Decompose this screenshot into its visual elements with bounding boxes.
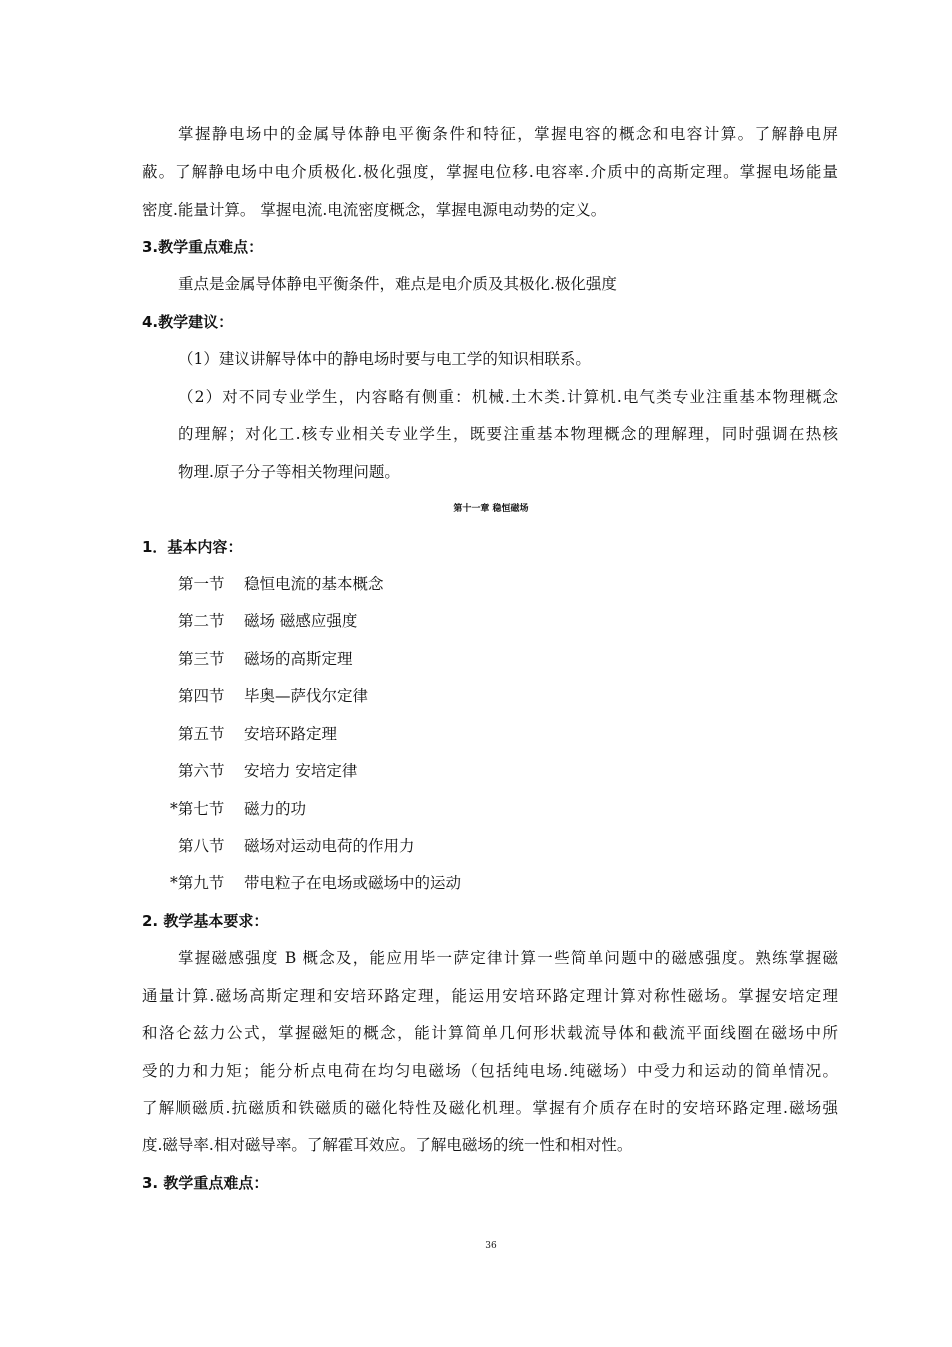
list-item-line: 物理.原子分子等相关物理问题。	[178, 463, 400, 481]
section-heading: 4.教学建议：	[142, 313, 234, 331]
list-item: （1）建议讲解导体中的静电场时要与电工学的知识相联系。	[178, 350, 591, 368]
paragraph-line: 掌握磁感强度 B 概念及，能应用毕一萨定律计算一些简单问题中的磁感强度。熟练掌握磁	[178, 949, 838, 967]
paragraph-line: 度.磁导率.相对磁导率。了解霍耳效应。了解电磁场的统一性和相对性。	[142, 1136, 633, 1154]
section-title: 安培力 安培定律	[244, 762, 358, 780]
section-title: 毕奥—萨伐尔定律	[244, 687, 369, 705]
section-title: 磁力的功	[244, 800, 307, 818]
section-number: 第五节	[178, 725, 225, 743]
chapter-title: 第十一章 稳恒磁场	[453, 504, 529, 514]
list-item-line: 的理解；对化工.核专业相关专业学生，既要注重基本物理概念的理解理，同时强调在热核	[178, 425, 838, 443]
paragraph-line: 重点是金属导体静电平衡条件，难点是电介质及其极化.极化强度	[178, 275, 617, 293]
section-list-item	[178, 761, 357, 781]
section-heading: 1．基本内容：	[142, 538, 243, 556]
section-list-item	[170, 799, 306, 819]
paragraph-line: 蔽。了解静电场中电介质极化.极化强度，掌握电位移.电容率.介质中的高斯定理。掌握电场能量	[142, 163, 838, 181]
section-list-item	[178, 574, 384, 594]
paragraph-line: 受的力和力矩；能分析点电荷在均匀电磁场（包括纯电场.纯磁场）中受力和运动的简单情况。	[142, 1062, 838, 1080]
section-number: *第七节	[170, 800, 225, 818]
section-list-item	[178, 649, 353, 669]
paragraph-line: 密度.能量计算。 掌握电流.电流密度概念，掌握电源电动势的定义。	[142, 201, 607, 219]
paragraph-line: 了解顺磁质.抗磁质和铁磁质的磁化特性及磁化机理。掌握有介质存在时的安培环路定理.磁场强	[142, 1099, 838, 1117]
section-title: 磁场对运动电荷的作用力	[244, 837, 415, 855]
section-list-item	[178, 724, 337, 744]
section-heading: 3. 教学重点难点：	[142, 1174, 269, 1192]
section-list-item	[178, 686, 368, 706]
section-title: 带电粒子在电场或磁场中的运动	[244, 874, 462, 892]
section-heading: 3.教学重点难点：	[142, 238, 264, 256]
section-list-item	[170, 873, 461, 893]
section-number: 第一节	[178, 575, 225, 593]
section-list-item	[178, 611, 357, 631]
section-title: 安培环路定理	[244, 725, 338, 743]
list-item-line: （2）对不同专业学生，内容略有侧重：机械.土木类.计算机.电气类专业注重基本物理概念	[178, 388, 838, 406]
paragraph-line: 掌握静电场中的金属导体静电平衡条件和特征，掌握电容的概念和电容计算。了解静电屏	[178, 125, 838, 143]
section-number: *第九节	[170, 874, 225, 892]
section-number: 第二节	[178, 612, 225, 630]
section-number: 第八节	[178, 837, 225, 855]
section-list-item	[178, 836, 415, 856]
section-title: 稳恒电流的基本概念	[244, 575, 384, 593]
section-number: 第三节	[178, 650, 225, 668]
paragraph-line: 和洛仑兹力公式，掌握磁矩的概念，能计算简单几何形状载流导体和截流平面线圈在磁场中所	[142, 1024, 838, 1042]
section-heading: 2. 教学基本要求：	[142, 912, 269, 930]
paragraph-line: 通量计算.磁场高斯定理和安培环路定理，能运用安培环路定理计算对称性磁场。掌握安培定理	[142, 987, 838, 1005]
section-number: 第四节	[178, 687, 225, 705]
page-number: 36	[485, 1241, 497, 1251]
section-number: 第六节	[178, 762, 225, 780]
section-title: 磁场 磁感应强度	[244, 612, 358, 630]
section-title: 磁场的高斯定理	[244, 650, 353, 668]
